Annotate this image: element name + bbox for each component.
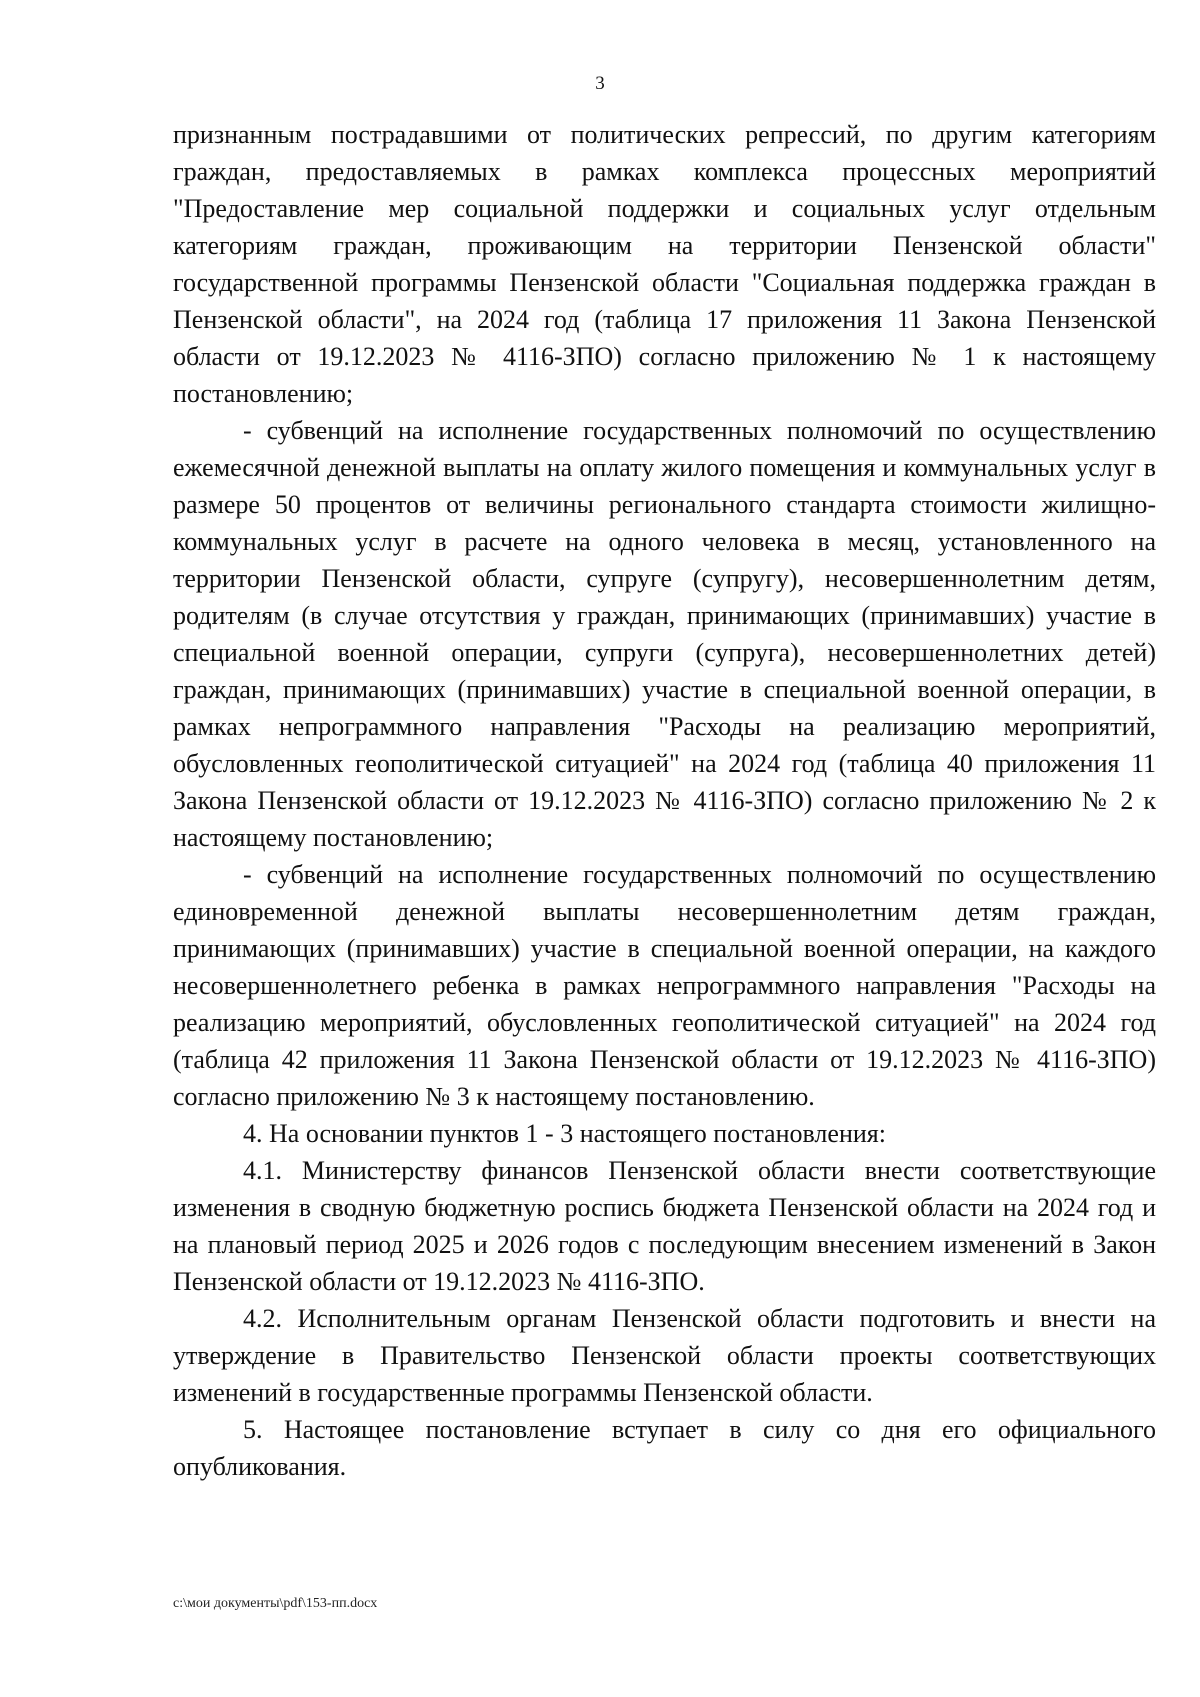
paragraph-item-4: 4. На основании пунктов 1 - 3 настоящего постановления: <box>243 1119 886 1148</box>
paragraph-one-time-payment-subvention: - субвенций на исполнение государственных полномочий по осуществлению единовременной денежной выплаты несовершеннолетним детям граждан, принимающих (принимавших) участие в специальной военной операции, на каждого несовершеннолетнего ребенка в рамках непрограммного направления "Расходы на реализацию мероприятий, обусловленных геополитической ситуацией" на 2024 год (таблица 42 приложения 11 Закона Пензенской области от 19.12.2023 № 4116-ЗПО) согласно приложению № 3 к настоящему постановлению. <box>173 860 1156 1111</box>
paragraph-item-4-2: 4.2. Исполнительным органам Пензенской области подготовить и внести на утверждение в Правительство Пензенской области проекты соответствующих изменений в государственные программы Пензенской области. <box>173 1304 1156 1407</box>
footer-file-path: c:\мои документы\pdf\153-пп.docx <box>173 1596 378 1611</box>
paragraph-item-4-1: 4.1. Министерству финансов Пензенской области внести соответствующие изменения в сводную бюджетную роспись бюджета Пензенской области на 2024 год и на плановый период 2025 и 2026 годов с последующим внесением изменений в Закон Пензенской области от 19.12.2023 № 4116-ЗПО. <box>173 1156 1156 1296</box>
paragraph-monthly-payment-subvention: - субвенций на исполнение государственных полномочий по осуществлению ежемесячной денежной выплаты на оплату жилого помещения и коммунальных услуг в размере 50 процентов от величины регионального стандарта стоимости жилищно-коммунальных услуг в расчете на одного человека в месяц, установленного на территории Пензенской области, супруге (супругу), несовершеннолетним детям, родителям (в случае отсутствия у граждан, принимающих (принимавших) участие в специальной военной операции, супруги (супруга), несовершеннолетних детей) граждан, принимающих (принимавших) участие в специальной военной операции, в рамках непрограммного направления "Расходы на реализацию мероприятий, обусловленных геополитической ситуацией" на 2024 год (таблица 40 приложения 11 Закона Пензенской области от 19.12.2023 № 4116-ЗПО) согласно приложению № 2 к настоящему постановлению; <box>173 416 1156 852</box>
paragraph-item-5: 5. Настоящее постановление вступает в силу со дня его официального опубликования. <box>173 1415 1156 1481</box>
page-number: 3 <box>595 73 605 94</box>
document-body <box>173 116 1156 1485</box>
paragraph-social-support-continuation: признанным пострадавшими от политических репрессий, по другим категориям граждан, предоставляемых в рамках комплекса процессных мероприятий "Предоставление мер социальной поддержки и социальных услуг отдельным категориям граждан, проживающим на территории Пензенской области" государственной программы Пензенской области "Социальная поддержка граждан в Пензенской области", на 2024 год (таблица 17 приложения 11 Закона Пензенской области от 19.12.2023 № 4116-ЗПО) согласно приложению № 1 к настоящему постановлению; <box>173 120 1156 408</box>
